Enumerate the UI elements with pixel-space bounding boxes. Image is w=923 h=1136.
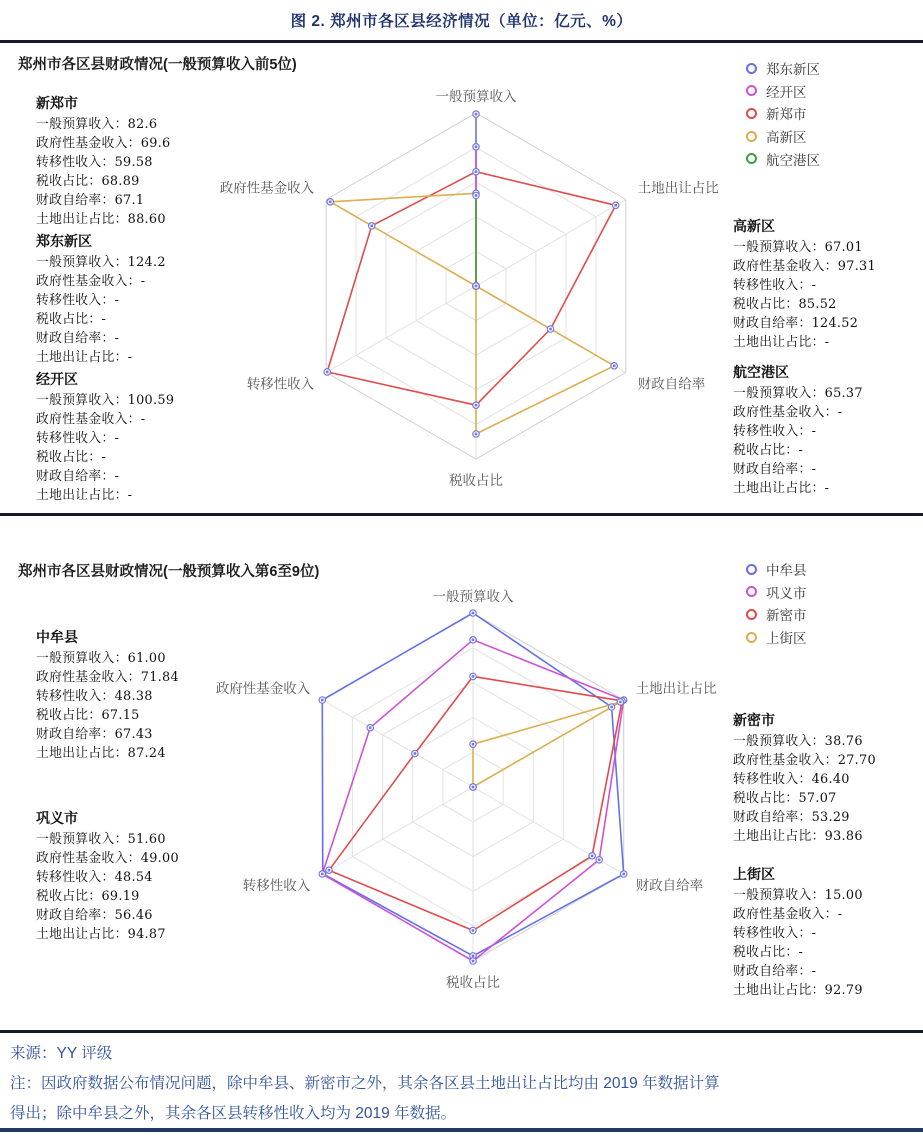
- radar-data-point-core: [475, 404, 478, 407]
- annotation-line: 转移性收入：-: [36, 293, 120, 308]
- annotation-line: 一般预算收入：67.01: [733, 240, 863, 255]
- legend-item-经开区[interactable]: [746, 80, 820, 103]
- radar-data-point-core: [472, 955, 475, 958]
- annotation-line: 土地出让占比：88.60: [36, 212, 166, 227]
- radar-grid-spoke: [322, 787, 473, 874]
- annotation-line: 政府性基金收入：71.84: [36, 670, 179, 685]
- annotation-line: 转移性收入：48.54: [36, 870, 153, 885]
- annotation-line: 土地出让占比：-: [733, 481, 830, 496]
- annotation-block-中牟县: [36, 629, 179, 763]
- annotation-line: 土地出让占比：94.87: [36, 927, 166, 942]
- legend-item-新密市[interactable]: [746, 603, 807, 626]
- radar-axis-label: 转移性收入: [246, 376, 315, 392]
- radar-data-point-core: [321, 699, 324, 702]
- radar-data-point-core: [475, 285, 478, 288]
- radar-axis-label: 一般预算收入: [435, 89, 517, 104]
- annotation-line: 财政自给率：-: [733, 964, 817, 979]
- annotation-line: 政府性基金收入：49.00: [36, 851, 179, 866]
- annotation-line: 土地出让占比：92.79: [733, 983, 863, 998]
- annotation-line: 税收占比：85.52: [733, 297, 837, 312]
- annotation-block-郑东新区: [36, 233, 166, 367]
- legend-circle-icon: [746, 564, 757, 575]
- radar-data-point-core: [472, 639, 475, 642]
- annotation-line: 税收占比：67.15: [36, 708, 140, 723]
- annotation-line: 一般预算收入：100.59: [36, 393, 175, 408]
- radar-data-point-core: [472, 612, 475, 615]
- legend-label: 新郑市: [766, 107, 807, 123]
- legend-circle-icon: [746, 131, 757, 142]
- legend: [746, 558, 807, 648]
- note-line-1: 注：因政府数据公布情况问题，除中牟县、新密市之外，其余各区县土地出让占比均由 2019 年数据计算: [10, 1075, 720, 1092]
- annotation-line: 转移性收入：-: [733, 278, 817, 293]
- annotation-district-name: 上街区: [733, 867, 775, 883]
- annotation-line: 土地出让占比：93.86: [733, 829, 863, 844]
- radar-data-point-core: [475, 146, 478, 149]
- legend-label: 巩义市: [766, 585, 807, 601]
- radar-axis-label: 转移性收入: [242, 878, 311, 893]
- radar-data-point-core: [610, 706, 613, 709]
- figure-header: [0, 0, 923, 43]
- annotation-line: 财政自给率：124.52: [733, 316, 859, 331]
- chart-title: 郑州市各区县财政情况(一般预算收入第6至9位): [18, 564, 320, 580]
- radar-data-point-core: [369, 726, 372, 729]
- legend-circle-icon: [746, 108, 757, 119]
- annotation-district-name: 郑东新区: [36, 234, 92, 250]
- radar-data-point-core: [472, 960, 475, 963]
- annotation-district-name: 航空港区: [733, 365, 789, 381]
- legend-item-上街区[interactable]: [746, 626, 807, 649]
- annotation-district-name: 经开区: [36, 372, 78, 388]
- annotation-line: 政府性基金收入：97.31: [733, 259, 876, 274]
- legend-label: 上街区: [766, 631, 807, 647]
- annotation-line: 税收占比：57.07: [733, 791, 837, 806]
- radar-data-point-core: [475, 433, 478, 436]
- legend-item-巩义市[interactable]: [746, 581, 807, 604]
- legend-circle-icon: [746, 63, 757, 74]
- legend-label: 新密市: [766, 608, 807, 624]
- legend-item-航空港区[interactable]: [746, 147, 820, 170]
- radar-data-point-core: [613, 365, 616, 368]
- radar-data-point-core: [472, 743, 475, 746]
- legend-item-中牟县[interactable]: [746, 558, 807, 581]
- figure-footer: [0, 1033, 923, 1132]
- annotation-line: 一般预算收入：38.76: [733, 734, 863, 749]
- legend-circle-icon: [746, 586, 757, 597]
- radar-axis-label: 财政自给率: [635, 878, 704, 893]
- chart-title: 郑州市各区县财政情况(一般预算收入前5位): [18, 57, 297, 73]
- radar-data-point-core: [549, 328, 552, 331]
- annotation-line: 土地出让占比：-: [733, 335, 830, 350]
- page-title: 图 2. 郑州市各区县经济情况（单位：亿元、%）: [290, 13, 633, 30]
- annotation-line: 税收占比：69.19: [36, 889, 140, 904]
- annotation-district-name: 巩义市: [36, 811, 78, 827]
- annotation-line: 财政自给率：-: [36, 331, 120, 346]
- legend: [746, 57, 820, 170]
- legend-label: 高新区: [766, 130, 807, 146]
- radar-data-point-core: [591, 855, 594, 858]
- annotation-line: 转移性收入：46.40: [733, 772, 850, 787]
- legend-circle-icon: [746, 153, 757, 164]
- radar-axis-label: 土地出让占比: [637, 180, 719, 196]
- radar-data-point-core: [472, 786, 475, 789]
- annotation-line: 土地出让占比：-: [36, 488, 133, 503]
- annotation-line: 转移性收入：-: [733, 926, 817, 941]
- annotation-line: 转移性收入：-: [36, 431, 120, 446]
- radar-data-point-core: [475, 113, 478, 116]
- legend-label: 航空港区: [766, 152, 820, 168]
- annotation-line: 政府性基金收入：-: [733, 907, 843, 922]
- annotation-block-航空港区: [733, 364, 863, 498]
- annotation-line: 政府性基金收入：-: [36, 412, 146, 427]
- legend-circle-icon: [746, 609, 757, 620]
- annotation-line: 一般预算收入：15.00: [733, 888, 863, 903]
- radar-data-point-core: [598, 859, 601, 862]
- annotation-line: 转移性收入：59.58: [36, 155, 153, 170]
- legend-item-高新区[interactable]: [746, 125, 820, 148]
- annotation-line: 财政自给率：67.1: [36, 193, 145, 208]
- annotation-district-name: 中牟县: [36, 630, 78, 646]
- legend-label: 中牟县: [766, 563, 807, 579]
- annotation-line: 一般预算收入：51.60: [36, 832, 166, 847]
- annotation-line: 政府性基金收入：-: [733, 405, 843, 420]
- annotation-line: 税收占比：-: [733, 945, 804, 960]
- radar-data-point-core: [321, 873, 324, 876]
- annotation-line: 财政自给率：-: [733, 462, 817, 477]
- annotation-line: 一般预算收入：61.00: [36, 651, 166, 666]
- annotation-line: 一般预算收入：65.37: [733, 386, 863, 401]
- legend-item-郑东新区[interactable]: [746, 57, 820, 80]
- radar-axis-label: 政府性基金收入: [215, 681, 311, 696]
- annotation-district-name: 新密市: [733, 713, 775, 729]
- radar-data-point-core: [472, 675, 475, 678]
- radar-data-point-core: [472, 929, 475, 932]
- radar-grid-spoke: [476, 200, 626, 287]
- annotation-block-经开区: [36, 371, 174, 505]
- annotation-line: 财政自给率：53.29: [733, 810, 850, 825]
- annotation-line: 转移性收入：-: [733, 424, 817, 439]
- annotation-block-新密市: [733, 712, 876, 846]
- source-line: 来源：YY 评级: [10, 1045, 113, 1062]
- annotation-line: 税收占比：68.89: [36, 174, 140, 189]
- radar-data-point-core: [326, 371, 329, 374]
- radar-series-上街区: [473, 702, 620, 787]
- annotation-block-高新区: [733, 218, 876, 352]
- annotation-line: 土地出让占比：-: [36, 350, 133, 365]
- radar-axis-label: 财政自给率: [637, 376, 706, 392]
- radar-section-top5: [0, 43, 923, 516]
- radar-data-point-core: [475, 170, 478, 173]
- annotation-line: 转移性收入：48.38: [36, 689, 153, 704]
- radar-data-point-core: [614, 204, 617, 207]
- annotation-line: 税收占比：-: [733, 443, 804, 458]
- radar-axis-label: 税收占比: [446, 975, 500, 990]
- annotation-line: 财政自给率：56.46: [36, 908, 153, 923]
- annotation-line: 一般预算收入：82.6: [36, 117, 158, 132]
- legend-circle-icon: [746, 632, 757, 643]
- legend-circle-icon: [746, 85, 757, 96]
- annotation-line: 政府性基金收入：27.70: [733, 753, 876, 768]
- annotation-line: 财政自给率：-: [36, 469, 120, 484]
- radar-data-point-core: [414, 752, 417, 755]
- annotation-district-name: 高新区: [733, 219, 775, 235]
- annotation-line: 税收占比：-: [36, 312, 107, 327]
- annotation-block-上街区: [733, 866, 863, 1000]
- radar-grid-spoke: [322, 700, 473, 787]
- radar-data-point-core: [475, 194, 478, 197]
- annotation-district-name: 新郑市: [36, 96, 78, 112]
- radar-data-point-core: [370, 225, 373, 228]
- note-line-2: 得出；除中牟县之外，其余各区县转移性收入均为 2019 年数据。: [10, 1105, 457, 1122]
- radar-axis-label: 政府性基金收入: [219, 180, 315, 196]
- radar-data-point-core: [619, 701, 622, 704]
- legend-item-新郑市[interactable]: [746, 102, 820, 125]
- legend-label: 经开区: [766, 84, 807, 100]
- annotation-line: 土地出让占比：87.24: [36, 746, 166, 761]
- radar-axis-label: 税收占比: [449, 473, 503, 488]
- radar-axis-label: 土地出让占比: [635, 681, 717, 696]
- radar-data-point-core: [328, 869, 331, 872]
- annotation-line: 政府性基金收入：69.6: [36, 136, 171, 151]
- annotation-line: 税收占比：-: [36, 450, 107, 465]
- radar-data-point-core: [329, 201, 332, 204]
- annotation-line: 一般预算收入：124.2: [36, 255, 166, 270]
- legend-label: 郑东新区: [766, 62, 820, 78]
- annotation-line: 政府性基金收入：-: [36, 274, 146, 289]
- annotation-line: 财政自给率：67.43: [36, 727, 153, 742]
- annotation-block-新郑市: [36, 95, 170, 229]
- radar-section-6to9: [0, 516, 923, 1033]
- annotation-block-巩义市: [36, 810, 179, 944]
- radar-data-point-core: [622, 873, 625, 876]
- radar-axis-label: 一般预算收入: [432, 589, 514, 604]
